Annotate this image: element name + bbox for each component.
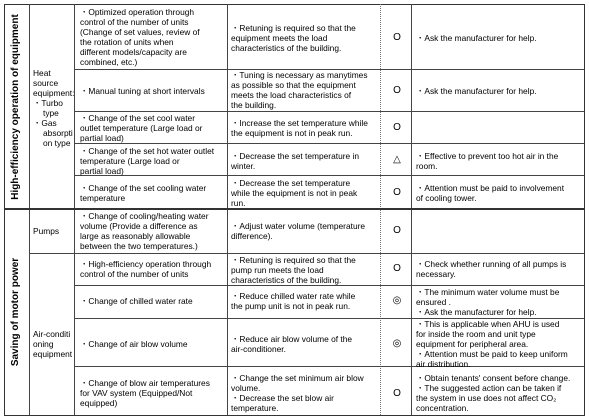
evaluation-mark: O	[393, 32, 401, 43]
notes-cell: ・Ask the manufacturer for help.	[416, 86, 537, 96]
measure-cell: ・Change of blow air temperatures for VAV system (Equipped/Not equipped)	[80, 378, 210, 408]
section-divider	[4, 208, 584, 210]
evaluation-mark: O	[393, 388, 401, 399]
measure-cell: ・Change of chilled water rate	[80, 296, 193, 306]
evaluation-mark: O	[393, 225, 401, 236]
notes-cell: ・Effective to prevent too hot air in the room.	[416, 151, 559, 171]
points-cell: ・Retuning is required so that the equipment meets the load characteristics of the building.	[231, 23, 356, 53]
points-cell: ・Decrease the set temperature in winter.	[231, 151, 360, 171]
points-cell: ・Adjust water volume (temperature difference).	[231, 221, 366, 241]
evaluation-mark: O	[393, 187, 401, 198]
evaluation-mark: ◎	[392, 295, 402, 306]
measure-cell: ・Manual tuning at short intervals	[80, 86, 205, 96]
notes-cell: ・The minimum water volume must be ensured . ・Ask the manufacturer for help.	[416, 287, 560, 317]
points-cell: ・Retuning is required so that the pump run meets the load characteristics of the building.	[231, 255, 356, 285]
measure-cell: ・Change of the set hot water outlet temperature (Large load or partial load)	[80, 146, 215, 176]
category-heat-source: Heat source equipment: ・Turbo type ・Gas absorpti on type	[33, 68, 75, 148]
category-aircon: Air-conditi oning equipment	[33, 329, 73, 359]
row-divider	[74, 143, 584, 144]
notes-cell: ・Ask the manufacturer for help.	[416, 33, 537, 43]
evaluation-mark: △	[393, 154, 401, 165]
evaluation-mark: O	[393, 263, 401, 274]
measure-cell: ・High-efficiency operation through control of the number of units	[80, 259, 212, 279]
category-pumps: Pumps	[33, 226, 60, 236]
row-divider	[74, 111, 584, 112]
points-cell: ・Increase the set temperature while the equipment is not in peak run.	[231, 118, 368, 138]
measure-cell: ・Change of the set cooling water temperature	[80, 183, 207, 203]
section-title-efficiency: High-efficiency operation of equipment	[10, 14, 21, 200]
notes-cell: ・This is applicable when AHU is used for inside the room and unit type equipment for peripheral area. ・Attention must be paid to keep uniform air distribution.	[416, 319, 568, 369]
row-divider	[29, 253, 584, 254]
measure-cell: ・Change of the set cool water outlet temperature (Large load or partial load)	[80, 113, 203, 143]
measure-cell: ・Change of cooling/heating water volume (Provide a difference as large as reasonably allowable between the two temperatures.)	[80, 211, 209, 251]
row-divider	[74, 285, 584, 286]
measure-cell: ・Change of air blow volume	[80, 339, 188, 349]
points-cell: ・Change the set minimum air blow volume. ・Decrease the set blow air temperature.	[231, 373, 364, 413]
notes-cell: ・Check whether running of all pumps is necessary.	[416, 259, 567, 279]
evaluation-mark: O	[393, 85, 401, 96]
points-cell: ・Reduce chilled water rate while the pump unit is not in peak run.	[231, 291, 356, 311]
measure-cell: ・Optimized operation through control of the number of units (Change of set values, review of the rotation of units when different models/capacity are combined, etc.)	[80, 7, 200, 67]
evaluation-mark: O	[393, 122, 401, 133]
notes-cell: ・Obtain tenants' consent before change. ・The suggested action can be taken if the system in use does not affect CO₂ concentration.	[416, 373, 571, 413]
notes-cell: ・Attention must be paid to involvement of cooling tower.	[416, 183, 565, 203]
points-cell: ・Tuning is necessary as manytimes as possible so that the equipment meets the load characteristics of the building.	[231, 70, 368, 110]
evaluation-mark: ◎	[392, 338, 402, 349]
section-title-motor: Saving of motor power	[10, 257, 21, 367]
points-cell: ・Reduce air blow volume of the air-conditioner.	[231, 334, 353, 354]
points-cell: ・Decrease the set temperature while the equipment is not in peak run.	[231, 178, 358, 208]
